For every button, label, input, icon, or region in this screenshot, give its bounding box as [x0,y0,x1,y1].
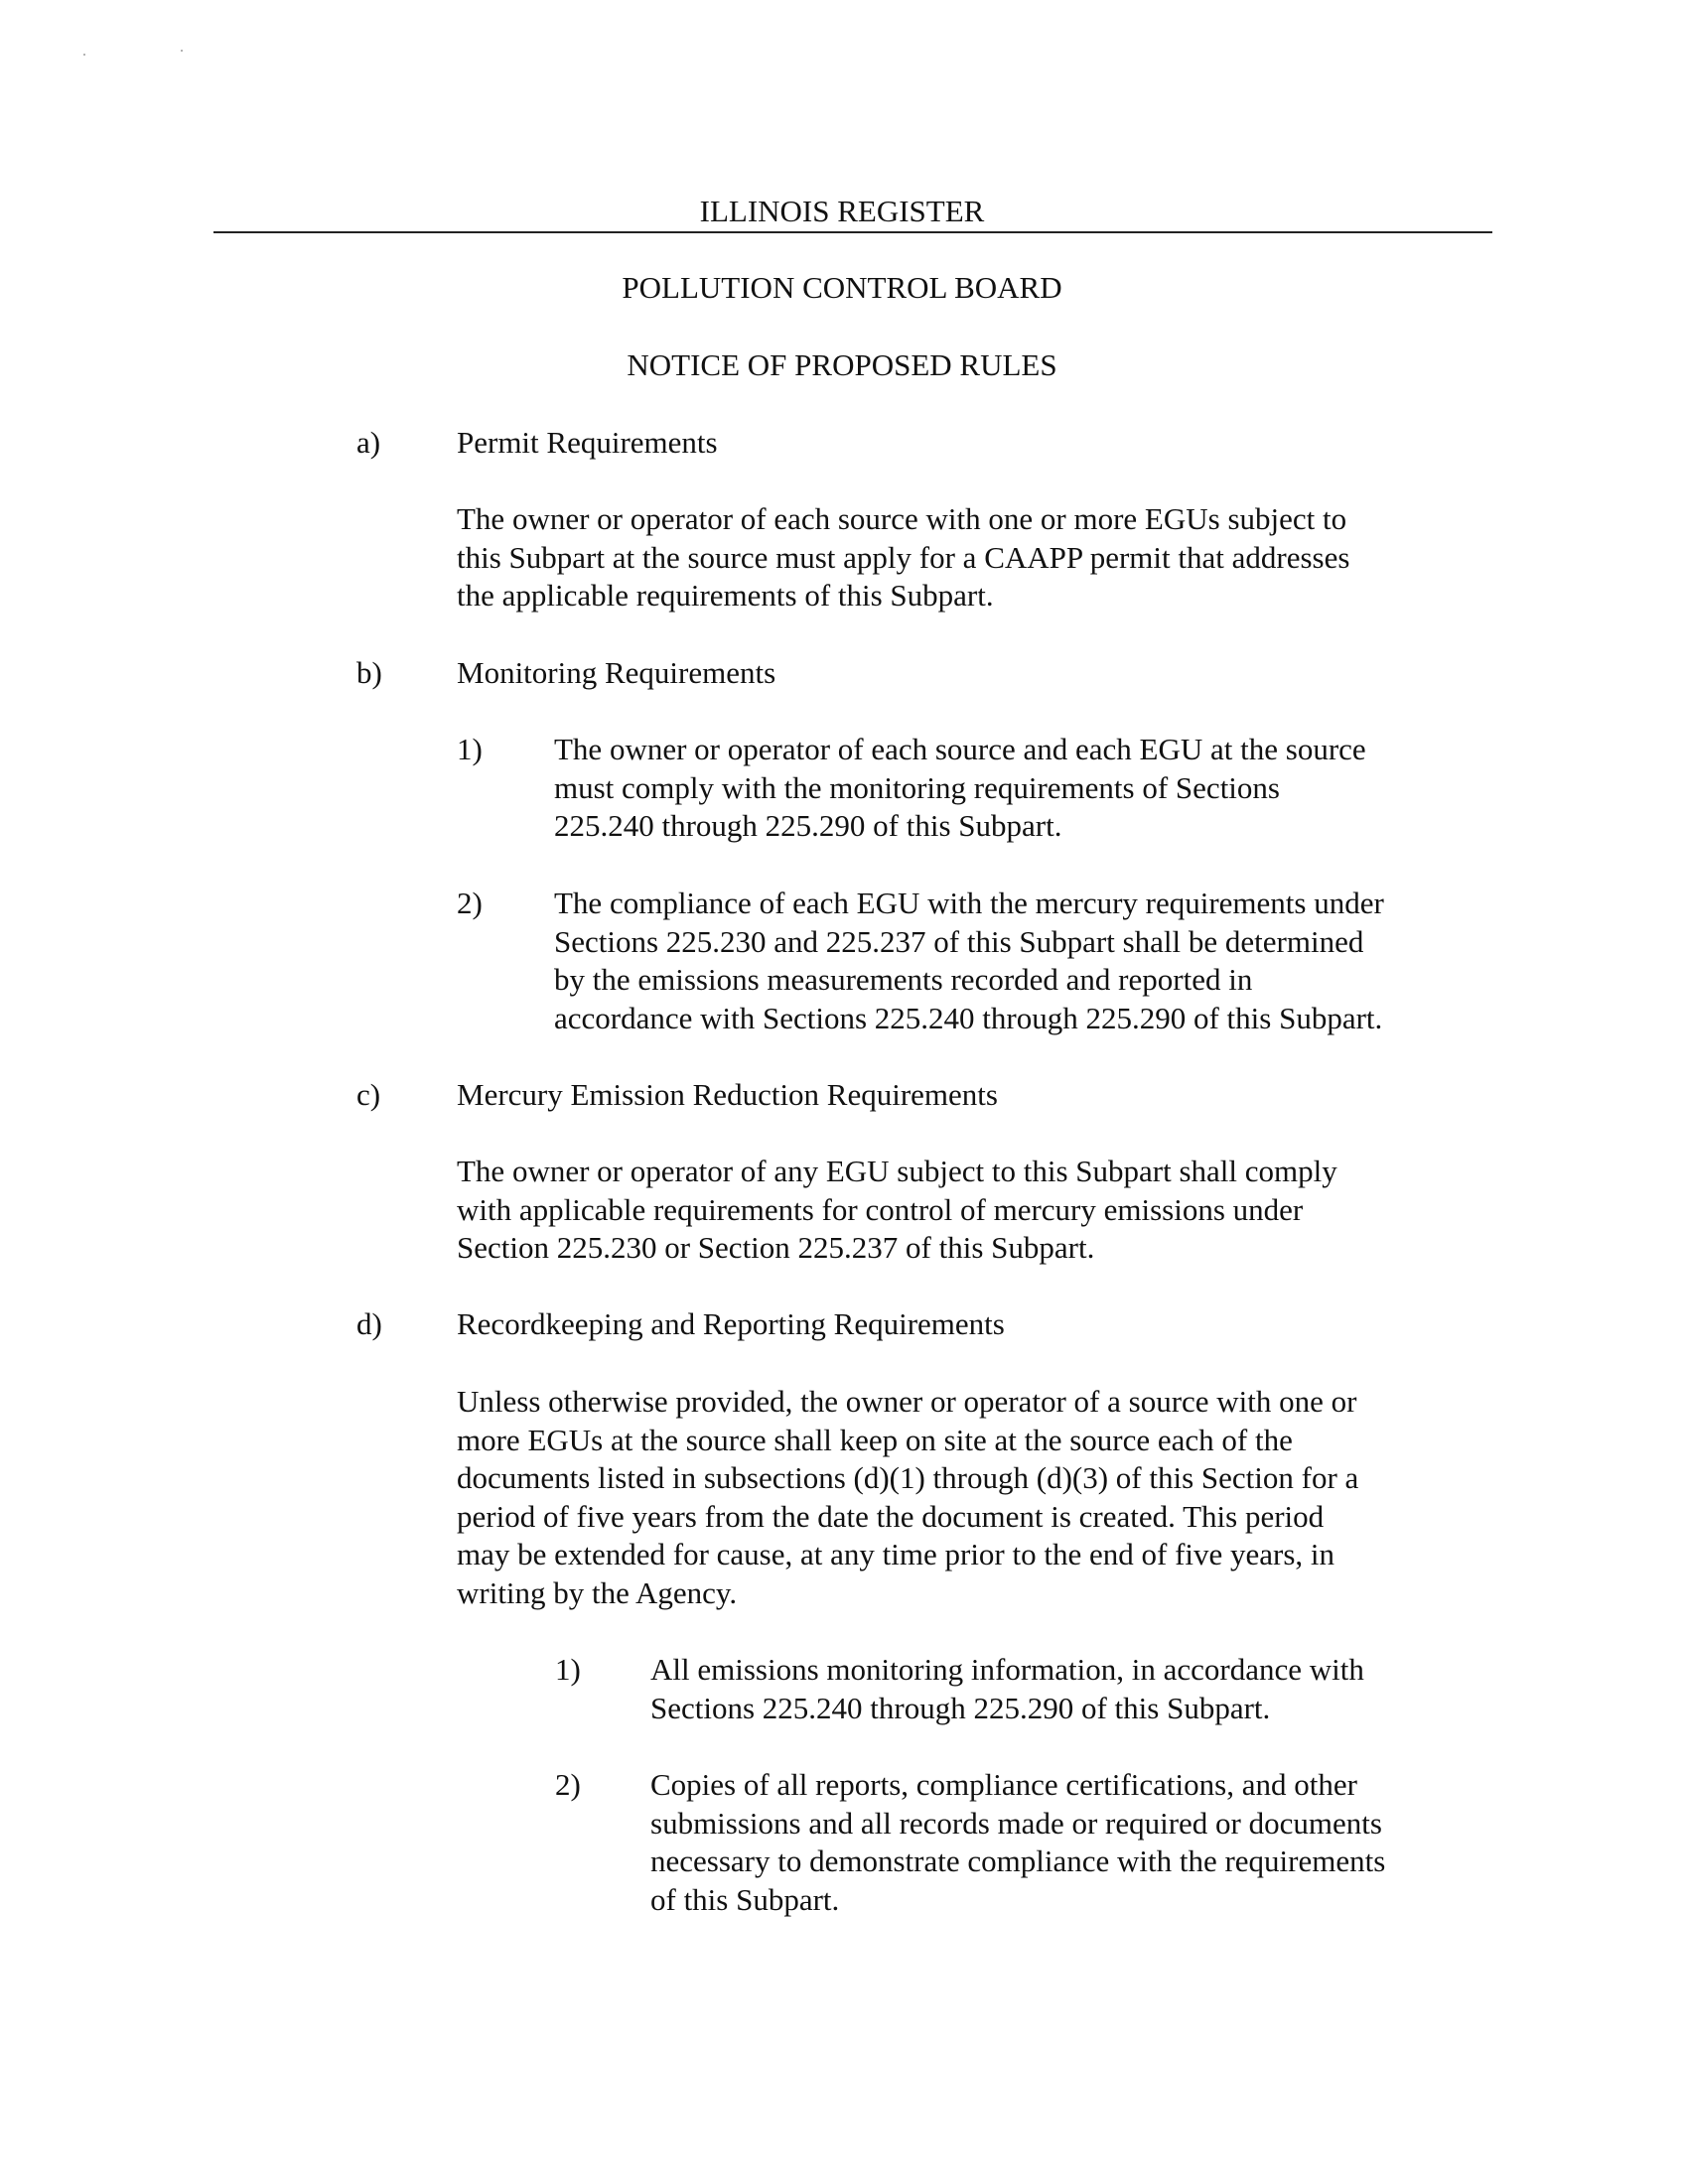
section-a-heading: Permit Requirements [457,425,718,460]
text-line: Unless otherwise provided, the owner or operator of a source with one or [457,1384,1357,1419]
text-line: Section 225.230 or Section 225.237 of this Subpart. [457,1230,1095,1265]
section-d-item-1-text [650,1651,1364,1727]
text-line: submissions and all records made or required or documents [650,1805,1382,1841]
section-a-label: a) [356,425,381,460]
text-line: writing by the Agency. [457,1574,738,1610]
text-line: Sections 225.240 through 225.290 of this Subpart. [650,1690,1271,1725]
section-c-heading: Mercury Emission Reduction Requirements [457,1077,998,1112]
text-line: The owner or operator of any EGU subject to this Subpart shall comply [457,1154,1337,1188]
section-b-item-1-label: 1) [457,732,483,766]
text-line: Copies of all reports, compliance certifications, and other [650,1767,1357,1802]
scan-speck [181,50,183,52]
text-line: The compliance of each EGU with the mercury requirements under [554,886,1384,920]
text-line: necessary to demonstrate compliance with the requirements [650,1843,1386,1878]
text-line: the applicable requirements of this Subpart. [457,578,994,613]
text-line: documents listed in subsections (d)(1) through (d)(3) of this Section for a [457,1460,1359,1495]
section-a-body [457,500,1349,615]
board-title: POLLUTION CONTROL BOARD [622,270,1062,305]
text-line: The owner or operator of each source with one or more EGUs subject to [457,501,1347,536]
section-d-item-2-label: 2) [555,1767,581,1802]
text-line: accordance with Sections 225.240 through 225.290 of this Subpart. [554,1000,1383,1035]
section-c-body [457,1153,1337,1268]
text-line: 225.240 through 225.290 of this Subpart. [554,808,1062,843]
header-rule [213,231,1492,233]
register-title: ILLINOIS REGISTER [699,194,985,228]
text-line: may be extended for cause, at any time prior to the end of five years, in [457,1537,1335,1571]
section-b-heading: Monitoring Requirements [457,655,776,690]
text-line: period of five years from the date the document is created. This period [457,1498,1325,1534]
section-c-label: c) [356,1077,381,1112]
text-line: more EGUs at the source shall keep on site at the source each of the [457,1422,1293,1457]
text-line: All emissions monitoring information, in accordance with [650,1652,1364,1687]
text-line: Sections 225.230 and 225.237 of this Subpart shall be determined [554,923,1364,959]
section-d-item-1-label: 1) [555,1652,581,1687]
text-line: by the emissions measurements recorded and reported in [554,962,1253,997]
text-line: with applicable requirements for control of mercury emissions under [457,1191,1304,1227]
section-b-label: b) [356,655,382,690]
text-line: must comply with the monitoring requirements of Sections [554,769,1280,805]
section-b-item-1-text [554,731,1366,846]
section-d-label: d) [356,1306,382,1341]
text-line: The owner or operator of each source and each EGU at the source [554,732,1366,766]
section-d-body [457,1383,1358,1612]
section-d-item-2-text [650,1766,1385,1919]
section-d-heading: Recordkeeping and Reporting Requirements [457,1306,1005,1341]
text-line: of this Subpart. [650,1881,840,1917]
scan-speck [83,54,85,56]
section-b-item-2-label: 2) [457,886,483,920]
notice-title: NOTICE OF PROPOSED RULES [627,347,1057,382]
section-b-item-2-text [554,885,1384,1037]
text-line: this Subpart at the source must apply for a CAAPP permit that addresses [457,539,1350,575]
